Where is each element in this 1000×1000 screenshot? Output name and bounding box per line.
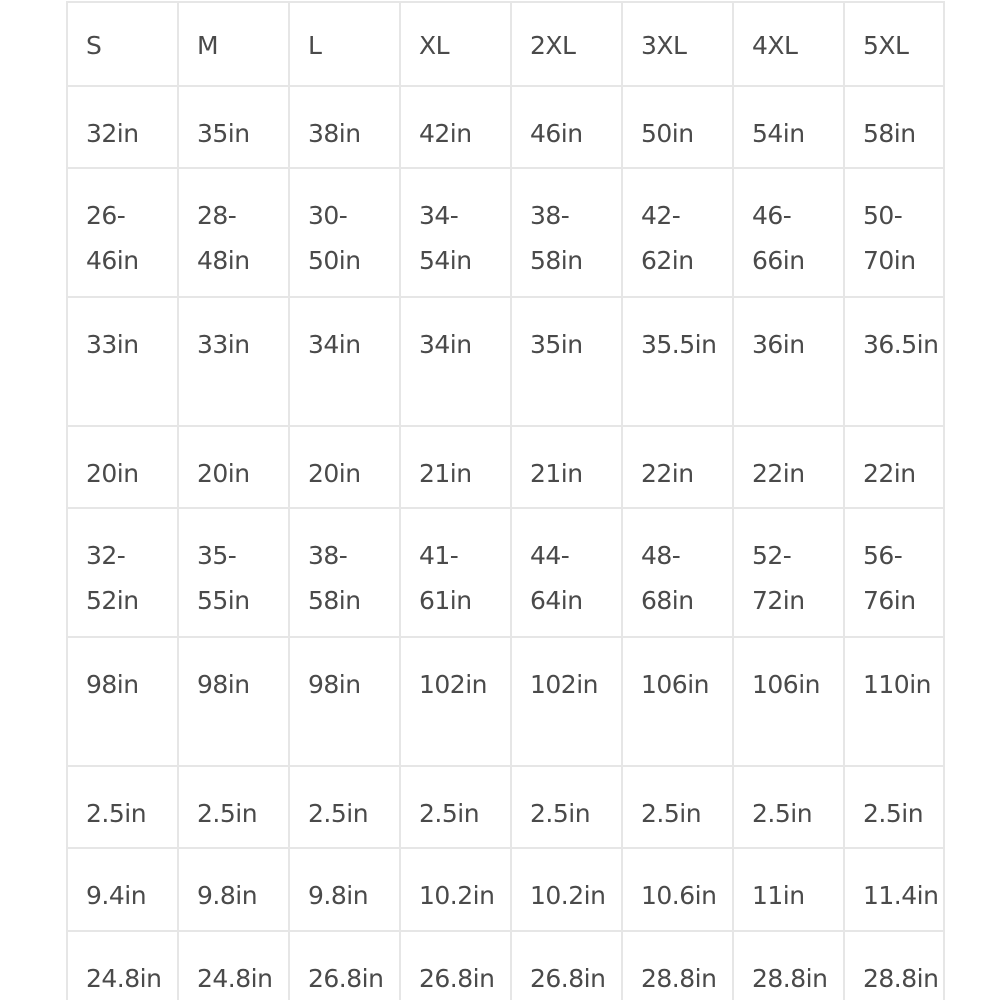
- table-cell: 30-50in: [289, 168, 400, 297]
- table-row: [67, 297, 944, 426]
- table-cell: 46in: [511, 86, 622, 168]
- table-cell: 41-61in: [400, 508, 511, 637]
- table-cell: 33in: [178, 297, 289, 426]
- table-cell: 50in: [622, 86, 733, 168]
- table-row: [67, 86, 944, 168]
- table-cell: 102in: [511, 637, 622, 766]
- table-cell: 20in: [178, 426, 289, 508]
- table-row: [67, 508, 944, 637]
- table-cell: 21in: [400, 426, 511, 508]
- table-cell: 9.8in: [289, 848, 400, 931]
- table-cell: 10.2in: [511, 848, 622, 931]
- table-cell: 38-58in: [511, 168, 622, 297]
- table-cell: 36.5in: [844, 297, 944, 426]
- table-cell: 2.5in: [511, 766, 622, 848]
- table-cell: 52-72in: [733, 508, 844, 637]
- table-cell: 42-62in: [622, 168, 733, 297]
- size-chart-table: [66, 1, 945, 1000]
- table-cell: 22in: [622, 426, 733, 508]
- table-cell: 26-46in: [67, 168, 178, 297]
- table-cell: 11in: [733, 848, 844, 931]
- table-cell: 106in: [622, 637, 733, 766]
- table-cell: 2.5in: [733, 766, 844, 848]
- header-cell-2xl: 2XL: [511, 2, 622, 86]
- table-cell: 110in: [844, 637, 944, 766]
- table-cell: 35.5in: [622, 297, 733, 426]
- table-cell: 98in: [289, 637, 400, 766]
- table-cell: 36in: [733, 297, 844, 426]
- table-cell: 33in: [67, 297, 178, 426]
- table-cell: 32-52in: [67, 508, 178, 637]
- table-cell: 9.4in: [67, 848, 178, 931]
- table-row: [67, 931, 944, 1000]
- table-cell: 35-55in: [178, 508, 289, 637]
- table-cell: 46-66in: [733, 168, 844, 297]
- table-cell: 2.5in: [178, 766, 289, 848]
- table-cell: 22in: [733, 426, 844, 508]
- table-cell: 26.8in: [400, 931, 511, 1000]
- table-cell: 26.8in: [289, 931, 400, 1000]
- table-cell: 35in: [178, 86, 289, 168]
- table-cell: 34in: [400, 297, 511, 426]
- table-cell: 24.8in: [67, 931, 178, 1000]
- header-cell-3xl: 3XL: [622, 2, 733, 86]
- table-row: [67, 848, 944, 931]
- table-cell: 22in: [844, 426, 944, 508]
- table-cell: 24.8in: [178, 931, 289, 1000]
- table-cell: 2.5in: [289, 766, 400, 848]
- table-row: [67, 766, 944, 848]
- table-header-row: [67, 2, 944, 86]
- table-cell: 102in: [400, 637, 511, 766]
- table-cell: 21in: [511, 426, 622, 508]
- table-cell: 20in: [67, 426, 178, 508]
- table-cell: 28.8in: [733, 931, 844, 1000]
- table-cell: 28.8in: [844, 931, 944, 1000]
- table-cell: 38-58in: [289, 508, 400, 637]
- table-cell: 48-68in: [622, 508, 733, 637]
- table-cell: 34-54in: [400, 168, 511, 297]
- table-cell: 11.4in: [844, 848, 944, 931]
- header-cell-5xl: 5XL: [844, 2, 944, 86]
- table-cell: 98in: [178, 637, 289, 766]
- table-cell: 35in: [511, 297, 622, 426]
- table-cell: 26.8in: [511, 931, 622, 1000]
- header-cell-l: L: [289, 2, 400, 86]
- table-cell: 2.5in: [622, 766, 733, 848]
- table-cell: 10.2in: [400, 848, 511, 931]
- table-cell: 2.5in: [400, 766, 511, 848]
- table-cell: 32in: [67, 86, 178, 168]
- table-cell: 56-76in: [844, 508, 944, 637]
- table-cell: 20in: [289, 426, 400, 508]
- table-cell: 54in: [733, 86, 844, 168]
- table-cell: 44-64in: [511, 508, 622, 637]
- table-cell: 50-70in: [844, 168, 944, 297]
- table-cell: 28-48in: [178, 168, 289, 297]
- table-cell: 28.8in: [622, 931, 733, 1000]
- table-cell: 2.5in: [67, 766, 178, 848]
- table-cell: 34in: [289, 297, 400, 426]
- table-row: [67, 426, 944, 508]
- table-row: [67, 168, 944, 297]
- table-cell: 42in: [400, 86, 511, 168]
- table-cell: 9.8in: [178, 848, 289, 931]
- table-cell: 106in: [733, 637, 844, 766]
- header-cell-m: M: [178, 2, 289, 86]
- header-cell-s: S: [67, 2, 178, 86]
- table-cell: 10.6in: [622, 848, 733, 931]
- table-cell: 58in: [844, 86, 944, 168]
- table-cell: 2.5in: [844, 766, 944, 848]
- header-cell-4xl: 4XL: [733, 2, 844, 86]
- table-row: [67, 637, 944, 766]
- table-cell: 38in: [289, 86, 400, 168]
- header-cell-xl: XL: [400, 2, 511, 86]
- table-cell: 98in: [67, 637, 178, 766]
